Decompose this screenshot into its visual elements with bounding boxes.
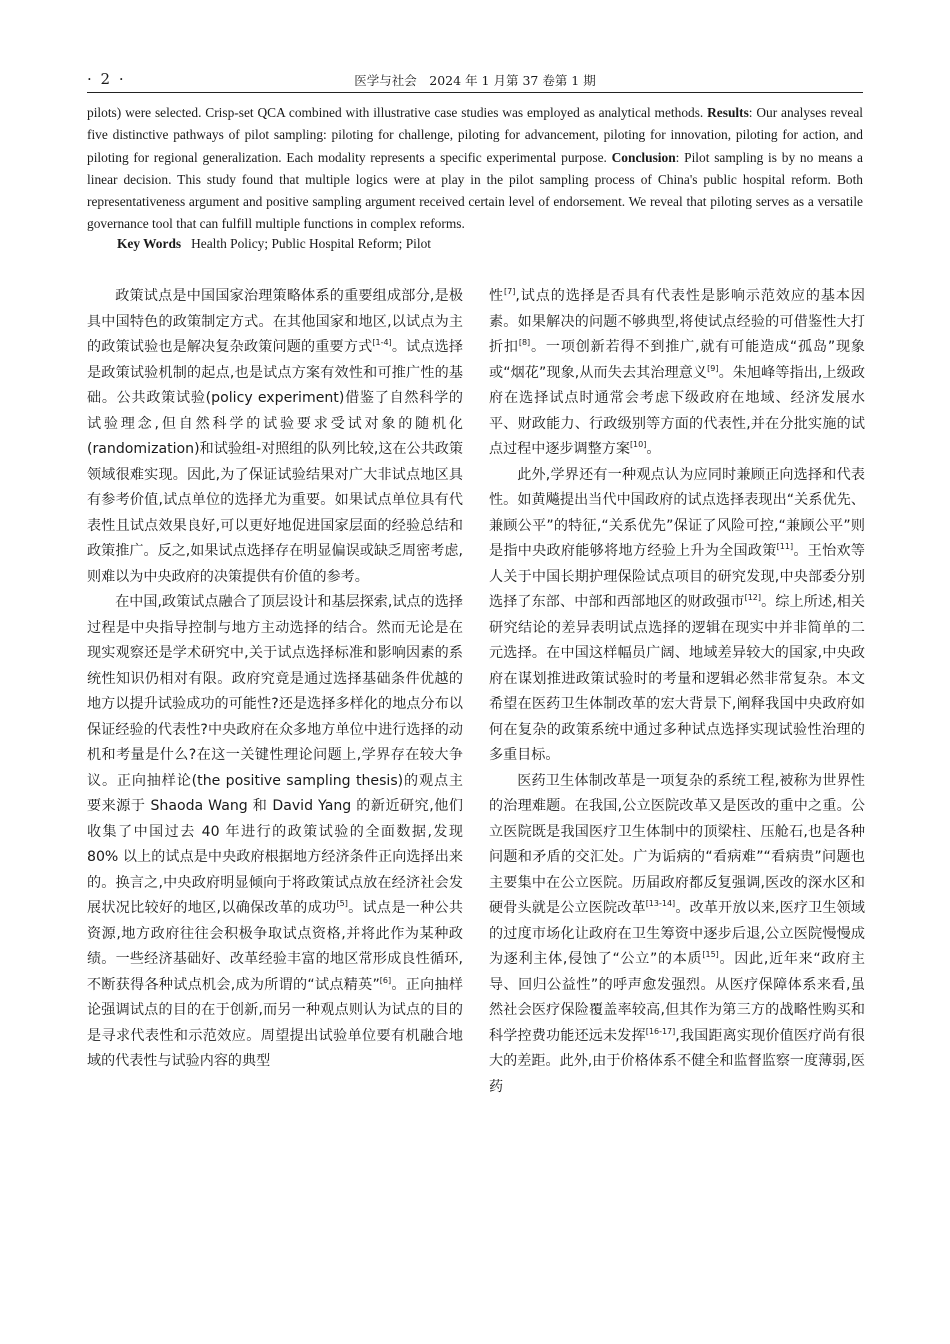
body-paragraph — [87, 590, 463, 1075]
abstract-results-text: : Our analyses reveal five distinctive pathways of pilot sampling: piloting for challenge, piloting for advancement, piloting for innovation, piloting for action, and piloting for regional generalization. Each modality represents a specific experimental purpose. — [87, 105, 863, 165]
citation: [11] — [776, 542, 794, 551]
abstract-conclusion-text: : Pilot sampling is by no means a linear decision. This study found that multiple logics were at play in the pilot sampling process of China's public hospital reform. Both representativeness argument and positive sampling argument received certain level of endorsement. We reveal that piloting serves as a versatile governance tool that can fulfill multiple functions in complex reforms. — [87, 149, 863, 232]
paragraph-text: 。试点选择是政策试验机制的起点,也是试点方案有效性和可推广性的基础。公共政策试验(policy experiment)借鉴了自然科学的试验理念,但自然科学的试验要求受试对象的随机化(randomization)和试验组-对照组的队列比较,这在公共政策领域很难实现。因此,为了保证试验结果对广大非试点地区具有参考价值,试点单位的选择尤为重要。如果试点单位具有代表性且试点效果良好,可以更好地促进国家层面的经验总结和政策推广。反之,如果试点选择存在明显偏误或缺乏周密考虑,则难以为中央政府的决策提供有价值的参考。 — [87, 339, 464, 585]
citation: [12] — [744, 593, 762, 602]
conclusion-label: Conclusion — [611, 149, 676, 165]
body-paragraph — [489, 463, 865, 769]
paragraph-text: ,试点的选择是否具有代表性是影响示范效应的基本因素。如果解决的问题不够典型,将使试点经验的可借鉴性大打折扣 — [489, 288, 866, 355]
paragraph-text: 。 — [646, 441, 661, 457]
keywords-label: Key Words — [117, 236, 182, 251]
paragraph-text: 性 — [489, 288, 505, 304]
paragraph-text: 此外,学界还有一种观点认为应同时兼顾正向选择和代表性。如黄飚提出当代中国政府的试点选择表现出“关系优先、兼顾公平”的特征,“关系优先”保证了风险可控,“兼顾公平”则是指中央政府能够将地方经验上升为全国政策 — [489, 466, 865, 559]
paragraph-text: 。综上所述,相关研究结论的差异表明试点选择的逻辑在现实中并非简单的二元选择。在中国这样幅员广阔、地域差异较大的国家,中央政府在谋划推进政策试验时的考量和逻辑必然非常复杂。本文希望在医药卫生体制改革的宏大背景下,阐释我国中央政府如何在复杂的政策系统中通过多种试点选择实现试验性治理的多重目标。 — [489, 594, 865, 763]
citation: [7] — [504, 287, 516, 296]
results-label: Results — [707, 105, 749, 120]
header-rule — [87, 92, 863, 93]
page-number: · 2 · — [87, 70, 126, 88]
keywords — [117, 236, 431, 252]
paragraph-text: 。因此,近年来“政府主导、回归公益性”的呼声愈发强烈。从医疗保障体系来看,虽然社会医疗保险覆盖率较高,但其作为第三方的战略性购买和科学控费功能还远未发挥 — [489, 951, 866, 1044]
english-abstract — [87, 102, 863, 236]
citation: [16-17] — [645, 1026, 676, 1036]
keywords-text: Health Policy; Public Hospital Reform; Pilot — [191, 236, 432, 251]
citation: [9] — [707, 363, 719, 373]
journal-info: 医学与社会 2024 年 1 月第 37 卷第 1 期 — [354, 73, 596, 88]
body-paragraph — [87, 284, 463, 590]
paragraph-text: 。王怡欢等人关于中国长期护理保险试点项目的研究发现,中央部委分别选择了东部、中部和西部地区的财政强市 — [489, 543, 866, 610]
paragraph-text: ,我国距离实现价值医疗尚有很大的差距。此外,由于价格体系不健全和监督监察一度薄弱,医药 — [489, 1027, 866, 1095]
right-column — [489, 284, 865, 1100]
body-paragraph — [489, 769, 865, 1101]
paragraph-text: 医药卫生体制改革是一项复杂的系统工程,被称为世界性的治理难题。在我国,公立医院改革又是医改的重中之重。公立医院既是我国医疗卫生体制中的顶梁柱、压舱石,也是各种问题和矛盾的交汇处。广为诟病的“看病难”“看病贵”问题也主要集中在公立医院。历届政府都反复强调,医改的深水区和硬骨头就是公立医院改革 — [489, 772, 865, 916]
citation: [10] — [629, 440, 647, 449]
citation: [8] — [518, 338, 531, 347]
paragraph-text: 。改革开放以来,医疗卫生领域的过度市场化让政府在卫生筹资中逐步后退,公立医院慢慢成为逐利主体,侵蚀了“公立”的本质 — [489, 900, 865, 967]
paragraph-text: 政策试点是中国国家治理策略体系的重要组成部分,是极具中国特色的政策制定方式。在其他国家和地区,以试点为主的政策试验也是解决复杂政策问题的重要方式 — [87, 288, 463, 355]
paragraph-text: 。试点是一种公共资源,地方政府往往会积极争取试点资格,并将此作为某种政绩。一些经济基础好、改革经验丰富的地区常形成良性循环,不断获得各种试点机会,成为所谓的“试点精英” — [87, 900, 464, 993]
body-paragraph — [489, 284, 865, 463]
paragraph-text: 。正向抽样论强调试点的目的在于创新,而另一种观点则认为试点的目的是寻求代表性和示范效应。周望提出试验单位要有机融合地域的代表性与试验内容的典型 — [87, 976, 463, 1069]
citation: [6] — [379, 975, 392, 985]
citation: [13-14] — [645, 899, 676, 908]
abstract-paragraph — [87, 102, 863, 236]
paragraph-text: 。朱旭峰等指出,上级政府在选择试点时通常会考虑下级政府在地域、经济发展水平、财政能力、行政级别等方面的代表性,并在分批实施的试点过程中逐步调整方案 — [489, 364, 865, 457]
abstract-methods-text: pilots) were selected. Crisp-set QCA combined with illustrative case studies was employed as analytical methods. — [87, 105, 708, 120]
citation: [5] — [336, 899, 348, 908]
paragraph-text: 在中国,政策试点融合了顶层设计和基层探索,试点的选择过程是中央指导控制与地方主动选择的结合。然而无论是在现实观察还是学术研究中,关于试点选择标准和影响因素的系统性知识仍相对有限。政府究竟是通过选择基础条件优越的地方以提升试验成功的可能性?还是选择多样化的地点分布以保证经验的代表性?中央政府在众多地方单位中进行选择的动机和考量是什么?在这一关键性理论问题上,学界存在较大争议。正向抽样论(the positive sampling thesis)的观点主要来源于 Shaoda Wang 和 David Yang 的新近研究,他们收集了中国过去 40 年进行的政策试验的全面数据,发现 80% 以上的试点是中央政府根据地方经济条件正向选择出来的。换言之,中央政府明显倾向于将政策试点放在经济社会发展状况比较好的地区,以确保改革的成功 — [87, 594, 463, 916]
running-header — [87, 64, 863, 92]
left-column — [87, 284, 463, 1075]
citation: [1-4] — [372, 338, 392, 347]
paragraph-text: 。一项创新若得不到推广,就有可能造成“孤岛”现象或“烟花”现象,从而失去其治理意义 — [489, 339, 865, 381]
citation: [15] — [702, 950, 719, 959]
